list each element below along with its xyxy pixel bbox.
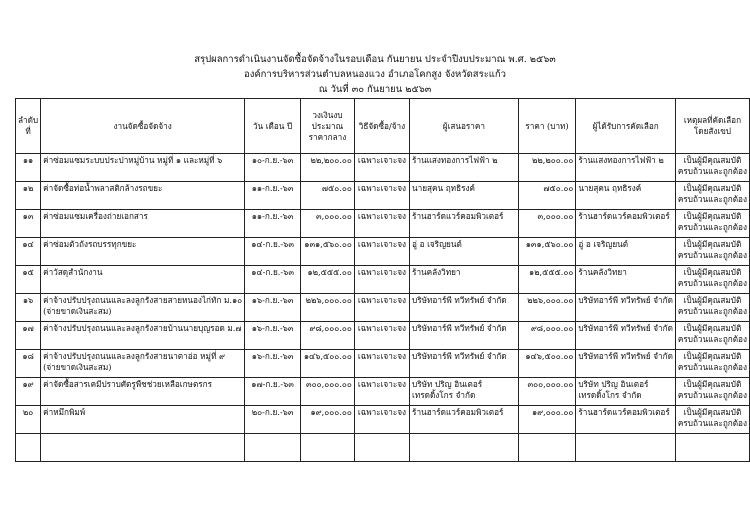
cell-bidder-line: บริษัท ปริญ อินเตอร์ [412, 379, 483, 389]
cell-reason-line: ครบถ้วนและถูกต้อง [677, 194, 747, 204]
cell-reason-line: เป็นผู้มีคุณสมบัติ [683, 351, 742, 361]
cell-reason [675, 266, 749, 294]
cell-item-line: ค่าจัดซื้อท่อน้ำพลาสติกล้างรถขยะ [43, 183, 163, 193]
blank-cell [410, 434, 519, 462]
cell-budget: ๑๙,๐๐๐.๐๐ [301, 406, 355, 434]
report-date: ณ วันที่ ๓๐ กันยายน ๒๕๖๓ [318, 84, 432, 95]
header-budget: วงเงินงบประมาณราคากลาง [301, 99, 355, 154]
cell-winner [576, 350, 676, 378]
organization-name: องค์การบริหารส่วนตำบลหนองแวง อำเภอโคกสูง จังหวัดสระแก้ว [243, 69, 507, 80]
cell-reason-line: ครบถ้วนและถูกต้อง [677, 418, 747, 428]
cell-bidder [410, 378, 519, 406]
cell-date: ๑๐-ก.ย.-๖๓ [245, 154, 301, 182]
cell-winner-line: บริษัทอาร์พี ทวีทรัพย์ จำกัด [578, 295, 673, 305]
cell-winner [576, 406, 676, 434]
cell-budget: ๑๓๑,๕๖๐.๐๐ [301, 238, 355, 266]
cell-winner-line: เทรดดิ้งโกร จำกัด [578, 390, 642, 400]
document-title: สรุปผลการดำเนินงานจัดซื้อจัดจ้างในรอบเดือน กันยายน ประจำปีงบประมาณ พ.ศ. ๒๕๖๓ [194, 54, 556, 65]
cell-method: เฉพาะเจาะจง [354, 378, 409, 406]
cell-no: ๑๙ [16, 378, 41, 406]
blank-cell [354, 434, 409, 462]
cell-budget: ๓,๐๐๐.๐๐ [301, 210, 355, 238]
cell-winner [576, 238, 676, 266]
cell-price: ๒๒๖,๐๐๐.๐๐ [518, 294, 576, 322]
cell-method: เฉพาะเจาะจง [354, 322, 409, 350]
cell-method: เฉพาะเจาะจง [354, 406, 409, 434]
cell-item-line: (จ่ายขาดเงินสะสม) [43, 362, 112, 372]
cell-price: ๒๒,๒๐๐.๐๐ [518, 154, 576, 182]
cell-price: ๑๙,๐๐๐.๐๐ [518, 406, 576, 434]
blank-cell [301, 434, 355, 462]
table-row [16, 406, 750, 434]
header-winner: ผู้ได้รับการคัดเลือก [576, 99, 676, 154]
cell-item [41, 322, 245, 350]
cell-bidder-line: ร้านแสงทองการไฟฟ้า ๒ [412, 155, 498, 165]
cell-winner-line: ร้านฮาร์ดแวร์คอมพิวเตอร์ [578, 211, 670, 221]
cell-bidder-line: อู่ อ เจริญยนต์ [412, 239, 462, 249]
cell-bidder-line: เทรดดิ้งโกร จำกัด [412, 390, 476, 400]
blank-cell [16, 434, 41, 462]
cell-no: ๑๑ [16, 154, 41, 182]
cell-reason [675, 238, 749, 266]
table-body [16, 154, 750, 462]
blank-cell [245, 434, 301, 462]
cell-winner-line: ร้านฮาร์ดแวร์คอมพิวเตอร์ [578, 407, 670, 417]
cell-reason [675, 154, 749, 182]
cell-bidder [410, 406, 519, 434]
cell-reason-line: ครบถ้วนและถูกต้อง [677, 250, 747, 260]
cell-item [41, 294, 245, 322]
cell-winner [576, 154, 676, 182]
cell-date: ๑๑-ก.ย.-๖๓ [245, 210, 301, 238]
cell-item-line: ค่าจัดซื้อสารเคมีปราบศัตรูพืชช่วยเหลือเกษตรกร [43, 379, 213, 389]
cell-bidder-line: บริษัทอาร์พี ทวีทรัพย์ จำกัด [412, 295, 507, 305]
blank-cell [576, 434, 676, 462]
cell-date: ๑๖-ก.ย.-๖๓ [245, 350, 301, 378]
cell-price: ๙๘,๐๐๐.๐๐ [518, 322, 576, 350]
table-row [16, 378, 750, 406]
header-item: งานจัดซื้อจัดจ้าง [41, 99, 245, 154]
cell-reason-line: เป็นผู้มีคุณสมบัติ [683, 211, 742, 221]
cell-item [41, 378, 245, 406]
table-row [16, 266, 750, 294]
cell-winner-line: บริษัทอาร์พี ทวีทรัพย์ จำกัด [578, 351, 673, 361]
cell-price: ๗๕๐.๐๐ [518, 182, 576, 210]
cell-no: ๑๖ [16, 294, 41, 322]
cell-bidder [410, 182, 519, 210]
cell-reason-line: ครบถ้วนและถูกต้อง [677, 390, 747, 400]
cell-reason-line: เป็นผู้มีคุณสมบัติ [683, 267, 742, 277]
procurement-table [15, 98, 750, 462]
cell-reason [675, 210, 749, 238]
table-header-row [16, 99, 750, 154]
cell-reason-line: เป็นผู้มีคุณสมบัติ [683, 295, 742, 305]
cell-winner [576, 182, 676, 210]
table-row [16, 182, 750, 210]
cell-item-line: ค่าซ่อมตัวถังรถบรรทุกขยะ [43, 239, 137, 249]
cell-item [41, 238, 245, 266]
cell-bidder [410, 322, 519, 350]
header-method: วิธีจัดซื้อ/จ้าง [354, 99, 409, 154]
cell-item [41, 210, 245, 238]
header-reason: เหตุผลที่คัดเลือกโดยสังเขป [675, 99, 749, 154]
cell-date: ๑๔-ก.ย.-๖๓ [245, 266, 301, 294]
cell-budget: ๙๘,๐๐๐.๐๐ [301, 322, 355, 350]
cell-no: ๑๘ [16, 350, 41, 378]
cell-method: เฉพาะเจาะจง [354, 266, 409, 294]
cell-bidder-line: บริษัทอาร์พี ทวีทรัพย์ จำกัด [412, 351, 507, 361]
cell-winner [576, 266, 676, 294]
cell-reason-line: ครบถ้วนและถูกต้อง [677, 166, 747, 176]
cell-item [41, 154, 245, 182]
cell-reason [675, 406, 749, 434]
cell-method: เฉพาะเจาะจง [354, 238, 409, 266]
cell-winner-line: บริษัท ปริญ อินเตอร์ [578, 379, 649, 389]
table-blank-row [16, 434, 750, 462]
cell-price: ๑๓๑,๕๖๐.๐๐ [518, 238, 576, 266]
cell-price: ๑๔๖,๕๐๐.๐๐ [518, 350, 576, 378]
cell-item [41, 406, 245, 434]
document-header [0, 52, 750, 97]
cell-item [41, 182, 245, 210]
cell-item-line: ค่าซ่อมแซมระบบประปาหมู่บ้าน หมู่ที่ ๑ และหมู่ที่ ๖ [43, 155, 223, 165]
table-row [16, 350, 750, 378]
cell-winner [576, 378, 676, 406]
cell-bidder [410, 210, 519, 238]
cell-reason [675, 182, 749, 210]
cell-no: ๑๒ [16, 182, 41, 210]
cell-winner [576, 210, 676, 238]
cell-no: ๒๐ [16, 406, 41, 434]
cell-winner-line: อู่ อ เจริญยนต์ [578, 239, 629, 249]
cell-method: เฉพาะเจาะจง [354, 210, 409, 238]
cell-no: ๑๔ [16, 238, 41, 266]
cell-no: ๑๗ [16, 322, 41, 350]
cell-price: ๓,๐๐๐.๐๐ [518, 210, 576, 238]
cell-budget: ๗๕๐.๐๐ [301, 182, 355, 210]
table-row [16, 294, 750, 322]
cell-method: เฉพาะเจาะจง [354, 154, 409, 182]
cell-reason-line: เป็นผู้มีคุณสมบัติ [683, 407, 742, 417]
table-row [16, 154, 750, 182]
cell-item-line: (จ่ายขาดเงินสะสม) [43, 306, 112, 316]
cell-no: ๑๕ [16, 266, 41, 294]
cell-reason [675, 350, 749, 378]
blank-cell [518, 434, 576, 462]
cell-item-line: ค่าจ้างปรับปรุงถนนและลงลูกรังสายสายหนองไก่ทัก ม.๑๐ [43, 295, 243, 305]
cell-method: เฉพาะเจาะจง [354, 294, 409, 322]
cell-item-line: ค่าจ้างปรับปรุงถนนและลงลูกรังสายนาตาอ่อ หมู่ที่ ๙ [43, 351, 225, 361]
cell-reason-line: ครบถ้วนและถูกต้อง [677, 278, 747, 288]
header-price: ราคา (บาท) [518, 99, 576, 154]
cell-bidder-line: ร้านคลังวิทยา [412, 267, 461, 277]
cell-bidder [410, 350, 519, 378]
cell-winner-line: ร้านคลังวิทยา [578, 267, 627, 277]
cell-method: เฉพาะเจาะจง [354, 182, 409, 210]
cell-date: ๑๗-ก.ย.-๖๓ [245, 378, 301, 406]
cell-method: เฉพาะเจาะจง [354, 350, 409, 378]
header-bidder: ผู้เสนอราคา [410, 99, 519, 154]
cell-price: ๑๒,๕๕๕.๐๐ [518, 266, 576, 294]
header-no: ลำดับที่ [16, 99, 41, 154]
blank-cell [41, 434, 245, 462]
cell-no: ๑๓ [16, 210, 41, 238]
cell-winner-line: นายสุคน ฤทธิรงค์ [578, 183, 642, 193]
cell-reason [675, 322, 749, 350]
cell-reason-line: เป็นผู้มีคุณสมบัติ [683, 379, 742, 389]
header-date: วัน เดือน ปี [245, 99, 301, 154]
cell-date: ๑๔-ก.ย.-๖๓ [245, 238, 301, 266]
cell-bidder-line: นายสุคน ฤทธิรงค์ [412, 183, 475, 193]
cell-price: ๓๐๐,๐๐๐.๐๐ [518, 378, 576, 406]
cell-bidder [410, 154, 519, 182]
cell-bidder-line: ร้านฮาร์ดแวร์คอมพิวเตอร์ [412, 211, 504, 221]
cell-date: ๑๖-ก.ย.-๖๓ [245, 294, 301, 322]
cell-budget: ๓๐๐,๐๐๐.๐๐ [301, 378, 355, 406]
cell-reason [675, 294, 749, 322]
cell-item-line: ค่าหมึกพิมพ์ [43, 407, 86, 417]
cell-date: ๑๑-ก.ย.-๖๓ [245, 182, 301, 210]
cell-reason-line: เป็นผู้มีคุณสมบัติ [683, 239, 742, 249]
cell-winner [576, 322, 676, 350]
cell-date: ๑๖-ก.ย.-๖๓ [245, 322, 301, 350]
cell-reason-line: ครบถ้วนและถูกต้อง [677, 362, 747, 372]
cell-item-line: ค่าจ้างปรับปรุงถนนและลงลูกรังสายบ้านนายบุญรอด ม.๗ [43, 323, 242, 333]
cell-reason-line: เป็นผู้มีคุณสมบัติ [683, 183, 742, 193]
table-row [16, 210, 750, 238]
cell-item [41, 266, 245, 294]
cell-item [41, 350, 245, 378]
cell-bidder-line: บริษัทอาร์พี ทวีทรัพย์ จำกัด [412, 323, 507, 333]
cell-bidder-line: ร้านฮาร์ดแวร์คอมพิวเตอร์ [412, 407, 504, 417]
cell-bidder [410, 238, 519, 266]
cell-date: ๒๐-ก.ย.-๖๓ [245, 406, 301, 434]
cell-reason [675, 378, 749, 406]
cell-winner-line: ร้านแสงทองการไฟฟ้า ๒ [578, 155, 664, 165]
blank-cell [675, 434, 749, 462]
cell-reason-line: เป็นผู้มีคุณสมบัติ [683, 155, 742, 165]
cell-budget: ๑๔๖,๕๐๐.๐๐ [301, 350, 355, 378]
cell-item-line: ค่าวัสดุสำนักงาน [43, 267, 103, 277]
cell-reason-line: ครบถ้วนและถูกต้อง [677, 334, 747, 344]
cell-winner [576, 294, 676, 322]
cell-item-line: ค่าซ่อมแซมเครื่องถ่ายเอกสาร [43, 211, 148, 221]
table-row [16, 238, 750, 266]
cell-budget: ๒๒๖,๐๐๐.๐๐ [301, 294, 355, 322]
table-row [16, 322, 750, 350]
cell-bidder [410, 294, 519, 322]
cell-winner-line: บริษัทอาร์พี ทวีทรัพย์ จำกัด [578, 323, 673, 333]
cell-bidder [410, 266, 519, 294]
cell-reason-line: ครบถ้วนและถูกต้อง [677, 306, 747, 316]
cell-reason-line: ครบถ้วนและถูกต้อง [677, 222, 747, 232]
cell-budget: ๒๒,๒๐๐.๐๐ [301, 154, 355, 182]
cell-reason-line: เป็นผู้มีคุณสมบัติ [683, 323, 742, 333]
cell-budget: ๑๒,๕๕๕.๐๐ [301, 266, 355, 294]
